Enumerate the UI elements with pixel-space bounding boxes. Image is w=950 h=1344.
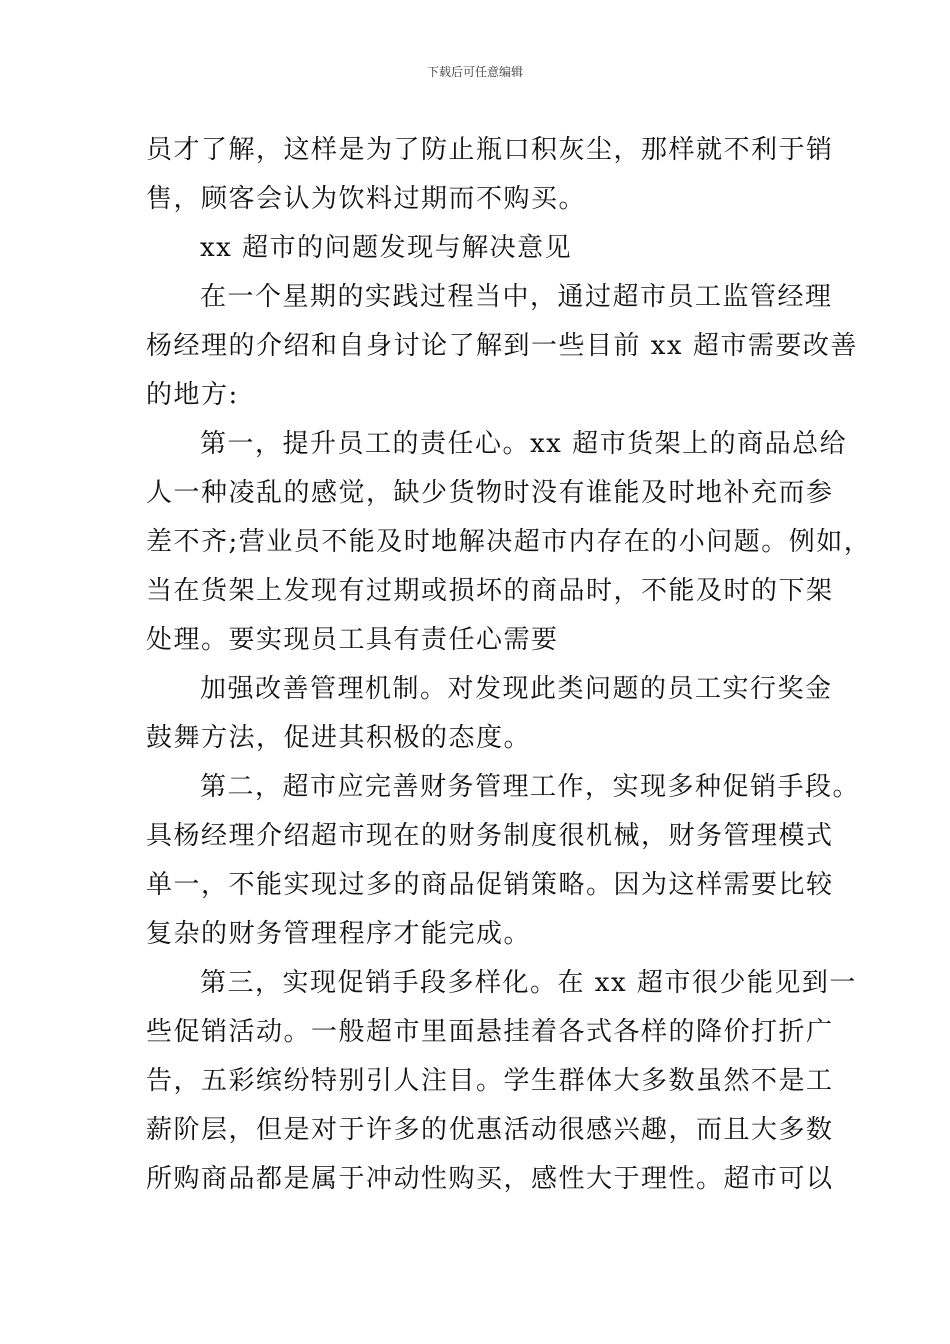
text-line: 差不齐;营业员不能及时地解决超市内存在的小问题。例如， (146, 527, 872, 557)
page-header: 下载后可任意编辑 (426, 65, 523, 79)
text-line: 第二，超市应完善财务管理工作，实现多种促销手段。 (200, 772, 861, 802)
text-line: 员才了解，这样是为了防止瓶口积灰尘，那样就不利于销 (146, 135, 834, 165)
text-line: 第一，提升员工的责任心。xx 超市货架上的商品总给 (200, 429, 848, 459)
text-line: 在一个星期的实践过程当中，通过超市员工监管经理 (200, 282, 833, 312)
text-line: 处理。要实现员工具有责任心需要 (146, 625, 559, 655)
text-line: 第三，实现促销手段多样化。在 xx 超市很少能见到一 (200, 968, 857, 998)
text-line: 复杂的财务管理程序才能完成。 (146, 919, 532, 949)
text-line: 售，顾客会认为饮料过期而不购买。 (146, 184, 587, 214)
text-line: 单一，不能实现过多的商品促销策略。因为这样需要比较 (146, 870, 834, 900)
text-line: 当在货架上发现有过期或损坏的商品时，不能及时的下架 (146, 576, 834, 606)
text-line: 具杨经理介绍超市现在的财务制度很机械，财务管理模式 (146, 821, 834, 851)
text-line: 杨经理的介绍和自身讨论了解到一些目前 xx 超市需要改善 (146, 331, 858, 361)
document-body (146, 126, 872, 1204)
text-line: 告，五彩缤纷特别引人注目。学生群体大多数虽然不是工 (146, 1066, 834, 1096)
text-line: 加强改善管理机制。对发现此类问题的员工实行奖金 (200, 674, 833, 704)
text-line: 的地方: (146, 380, 239, 410)
text-line: 所购商品都是属于冲动性购买，感性大于理性。超市可以 (146, 1164, 834, 1194)
text-line: 鼓舞方法，促进其积极的态度。 (146, 723, 532, 753)
text-line: 人一种凌乱的感觉，缺少货物时没有谁能及时地补充而参 (146, 478, 834, 508)
text-line: 薪阶层，但是对于许多的优惠活动很感兴趣，而且大多数 (146, 1115, 834, 1145)
text-line: 些促销活动。一般超市里面悬挂着各式各样的降价打折广 (146, 1017, 834, 1047)
text-line: xx 超市的问题发现与解决意见 (200, 233, 573, 263)
